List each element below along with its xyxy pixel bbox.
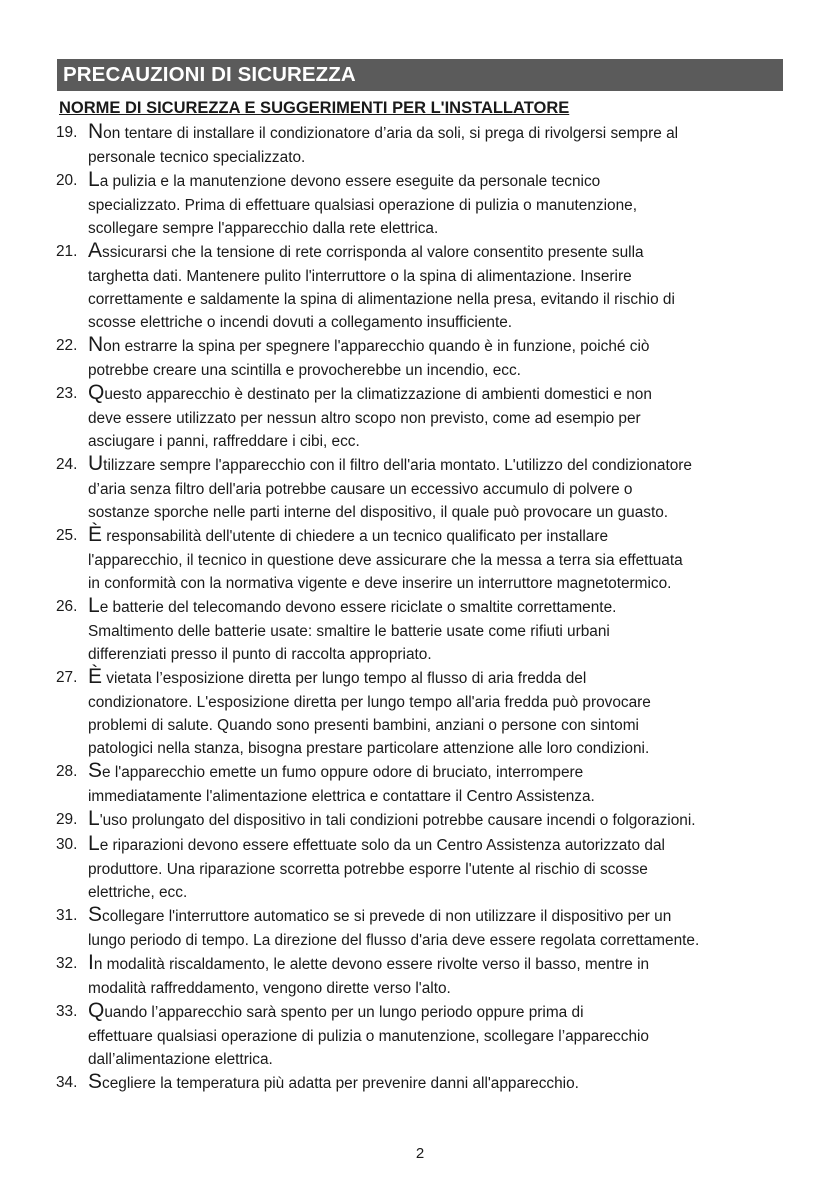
rule-item [57, 808, 783, 833]
rule-first-line [88, 760, 783, 785]
rule-text-line: scollegare sempre l'apparecchio dalla rete elettrica. [88, 220, 439, 237]
rule-item [57, 382, 783, 453]
rule-text-line: specializzato. Prima di effettuare qualsiasi operazione di pulizia o manutenzione, [88, 197, 637, 214]
rule-text-line: scosse elettriche o incendi dovuti a collegamento insufficiente. [88, 314, 513, 331]
rule-item [57, 833, 783, 904]
rule-continuation [88, 265, 783, 334]
rule-first-line-text: 'uso prolungato del dispositivo in tali condizioni potrebbe causare incendi o folgorazioni. [99, 812, 696, 829]
page-number: 2 [415, 1145, 425, 1162]
rule-text-line: sostanze sporche nelle parti interne del dispositivo, il quale può provocare un guasto. [88, 504, 669, 521]
rule-first-line [88, 334, 783, 359]
rule-initial-letter: I [88, 951, 94, 974]
rule-number: 32. [56, 955, 78, 972]
section-title: PRECAUZIONI DI SICUREZZA [57, 59, 783, 91]
rule-continuation [88, 194, 783, 240]
rule-number: 33. [56, 1003, 78, 1020]
rule-item [57, 760, 783, 808]
rule-item [57, 169, 783, 240]
rule-initial-letter: Q [88, 381, 105, 404]
rule-item [57, 904, 783, 952]
rule-first-line-text: e batterie del telecomando devono essere riciclate o smaltite correttamente. [99, 599, 617, 616]
rule-initial-letter: L [88, 594, 100, 617]
rule-first-line [88, 808, 783, 833]
rule-number: 21. [56, 243, 78, 260]
rule-first-line-text: tilizzare sempre l'apparecchio con il filtro dell'aria montato. L'utilizzo del condizionatore [103, 457, 692, 474]
rule-text-line: correttamente e saldamente la spina di alimentazione nella presa, evitando il rischio di [88, 291, 675, 308]
rule-first-line [88, 1071, 783, 1096]
rule-continuation [88, 977, 783, 1000]
rule-text-line: effettuare qualsiasi operazione di pulizia o manutenzione, scollegare l’apparecchio [88, 1028, 649, 1045]
rule-continuation [88, 359, 783, 382]
rule-first-line-text: responsabilità dell'utente di chiedere a un tecnico qualificato per installare [102, 528, 609, 545]
page [57, 59, 783, 1096]
rule-number: 26. [56, 598, 78, 615]
rule-number: 31. [56, 907, 78, 924]
rule-number: 24. [56, 456, 78, 473]
rule-number: 29. [56, 811, 78, 828]
rule-item [57, 1071, 783, 1096]
rule-first-line-text: ssicurarsi che la tensione di rete corrisponda al valore consentito presente sulla [102, 244, 644, 261]
safety-rules-list [57, 121, 783, 1096]
rule-text-line: d’aria senza filtro dell'aria potrebbe causare un eccessivo accumulo di polvere o [88, 481, 633, 498]
rule-item [57, 240, 783, 334]
rule-text-line: personale tecnico specializzato. [88, 149, 306, 166]
rule-text-line: potrebbe creare una scintilla e provocherebbe un incendio, ecc. [88, 362, 521, 379]
rule-first-line [88, 833, 783, 858]
rule-initial-letter: A [88, 239, 103, 262]
rule-first-line-text: vietata l’esposizione diretta per lungo tempo al flusso di aria fredda del [102, 670, 587, 687]
rule-number: 25. [56, 527, 78, 544]
rule-first-line-text: on tentare di installare il condizionatore d’aria da soli, si prega di rivolgersi sempre al [103, 125, 679, 142]
rule-initial-letter: L [88, 832, 100, 855]
rule-first-line-text: e l'apparecchio emette un fumo oppure odore di bruciato, interrompere [102, 764, 584, 781]
rule-item [57, 952, 783, 1000]
rule-initial-letter: S [88, 903, 103, 926]
rule-first-line-text: cegliere la temperatura più adatta per prevenire danni all'apparecchio. [102, 1075, 579, 1092]
rule-initial-letter: U [88, 452, 104, 475]
rule-number: 23. [56, 385, 78, 402]
rule-continuation [88, 478, 783, 524]
rule-text-line: modalità raffreddamento, vengono dirette verso l'alto. [88, 980, 451, 997]
rule-number: 30. [56, 836, 78, 853]
rule-text-line: asciugare i panni, raffreddare i cibi, ecc. [88, 433, 360, 450]
rule-first-line-text: collegare l'interruttore automatico se si prevede di non utilizzare il dispositivo per un [102, 908, 672, 925]
rule-item [57, 524, 783, 595]
rule-initial-letter: È [88, 523, 103, 546]
rule-number: 19. [56, 124, 78, 141]
rule-item [57, 666, 783, 760]
rule-initial-letter: N [88, 333, 104, 356]
rule-item [57, 595, 783, 666]
rule-continuation [88, 785, 783, 808]
rule-text-line: produttore. Una riparazione scorretta potrebbe esporre l'utente al rischio di scosse [88, 861, 648, 878]
rule-first-line [88, 1000, 783, 1025]
rule-first-line [88, 240, 783, 265]
rule-initial-letter: S [88, 759, 103, 782]
rule-continuation [88, 549, 783, 595]
rule-initial-letter: S [88, 1070, 103, 1093]
rule-item [57, 334, 783, 382]
rule-text-line: differenziati presso il punto di raccolta appropriato. [88, 646, 432, 663]
rule-text-line: in conformità con la normativa vigente e deve inserire un interruttore magnetotermico. [88, 575, 672, 592]
rule-continuation [88, 929, 783, 952]
rule-continuation [88, 691, 783, 760]
rule-initial-letter: È [88, 665, 103, 688]
rule-text-line: dall’alimentazione elettrica. [88, 1051, 273, 1068]
rule-continuation [88, 620, 783, 666]
rule-item [57, 121, 783, 169]
rule-first-line-text: e riparazioni devono essere effettuate solo da un Centro Assistenza autorizzato dal [99, 837, 665, 854]
rule-initial-letter: L [88, 168, 100, 191]
rule-first-line-text: n modalità riscaldamento, le alette devono essere rivolte verso il basso, mentre in [93, 956, 650, 973]
rule-initial-letter: Q [88, 999, 105, 1022]
rule-item [57, 453, 783, 524]
rule-item [57, 1000, 783, 1071]
rule-first-line-text: uesto apparecchio è destinato per la climatizzazione di ambienti domestici e non [104, 386, 652, 403]
rule-text-line: problemi di salute. Quando sono presenti bambini, anziani o persone con sintomi [88, 717, 639, 734]
rule-text-line: l'apparecchio, il tecnico in questione deve assicurare che la messa a terra sia effettuata [88, 552, 683, 569]
rule-text-line: condizionatore. L'esposizione diretta per lungo tempo all'aria fredda può provocare [88, 694, 651, 711]
rule-first-line [88, 666, 783, 691]
rule-number: 28. [56, 763, 78, 780]
rule-text-line: immediatamente l'alimentazione elettrica e contattare il Centro Assistenza. [88, 788, 595, 805]
rule-first-line [88, 453, 783, 478]
rule-text-line: elettriche, ecc. [88, 884, 188, 901]
rule-number: 20. [56, 172, 78, 189]
rule-first-line [88, 904, 783, 929]
rule-first-line [88, 595, 783, 620]
rule-first-line-text: uando l’apparecchio sarà spento per un lungo periodo oppure prima di [104, 1004, 584, 1021]
rule-first-line [88, 121, 783, 146]
rule-text-line: deve essere utilizzato per nessun altro scopo non previsto, come ad esempio per [88, 410, 641, 427]
rule-first-line [88, 952, 783, 977]
rule-first-line-text: on estrarre la spina per spegnere l'apparecchio quando è in funzione, poiché ciò [103, 338, 650, 355]
rule-first-line [88, 169, 783, 194]
rule-continuation [88, 1025, 783, 1071]
rule-text-line: targhetta dati. Mantenere pulito l'interruttore o la spina di alimentazione. Inserire [88, 268, 632, 285]
rule-initial-letter: N [88, 120, 104, 143]
rule-first-line-text: a pulizia e la manutenzione devono essere eseguite da personale tecnico [99, 173, 601, 190]
rule-continuation [88, 858, 783, 904]
rule-initial-letter: L [88, 807, 100, 830]
section-subtitle: NORME DI SICUREZZA E SUGGERIMENTI PER L'INSTALLATORE [59, 99, 570, 117]
rule-text-line: patologici nella stanza, bisogna prestare particolare attenzione alle loro condizioni. [88, 740, 650, 757]
rule-text-line: lungo periodo di tempo. La direzione del flusso d'aria deve essere regolata correttamente. [88, 932, 700, 949]
rule-number: 34. [56, 1074, 78, 1091]
rule-first-line [88, 382, 783, 407]
rule-number: 27. [56, 669, 78, 686]
rule-text-line: Smaltimento delle batterie usate: smaltire le batterie usate come rifiuti urbani [88, 623, 610, 640]
rule-continuation [88, 146, 783, 169]
rule-first-line [88, 524, 783, 549]
rule-number: 22. [56, 337, 78, 354]
rule-continuation [88, 407, 783, 453]
